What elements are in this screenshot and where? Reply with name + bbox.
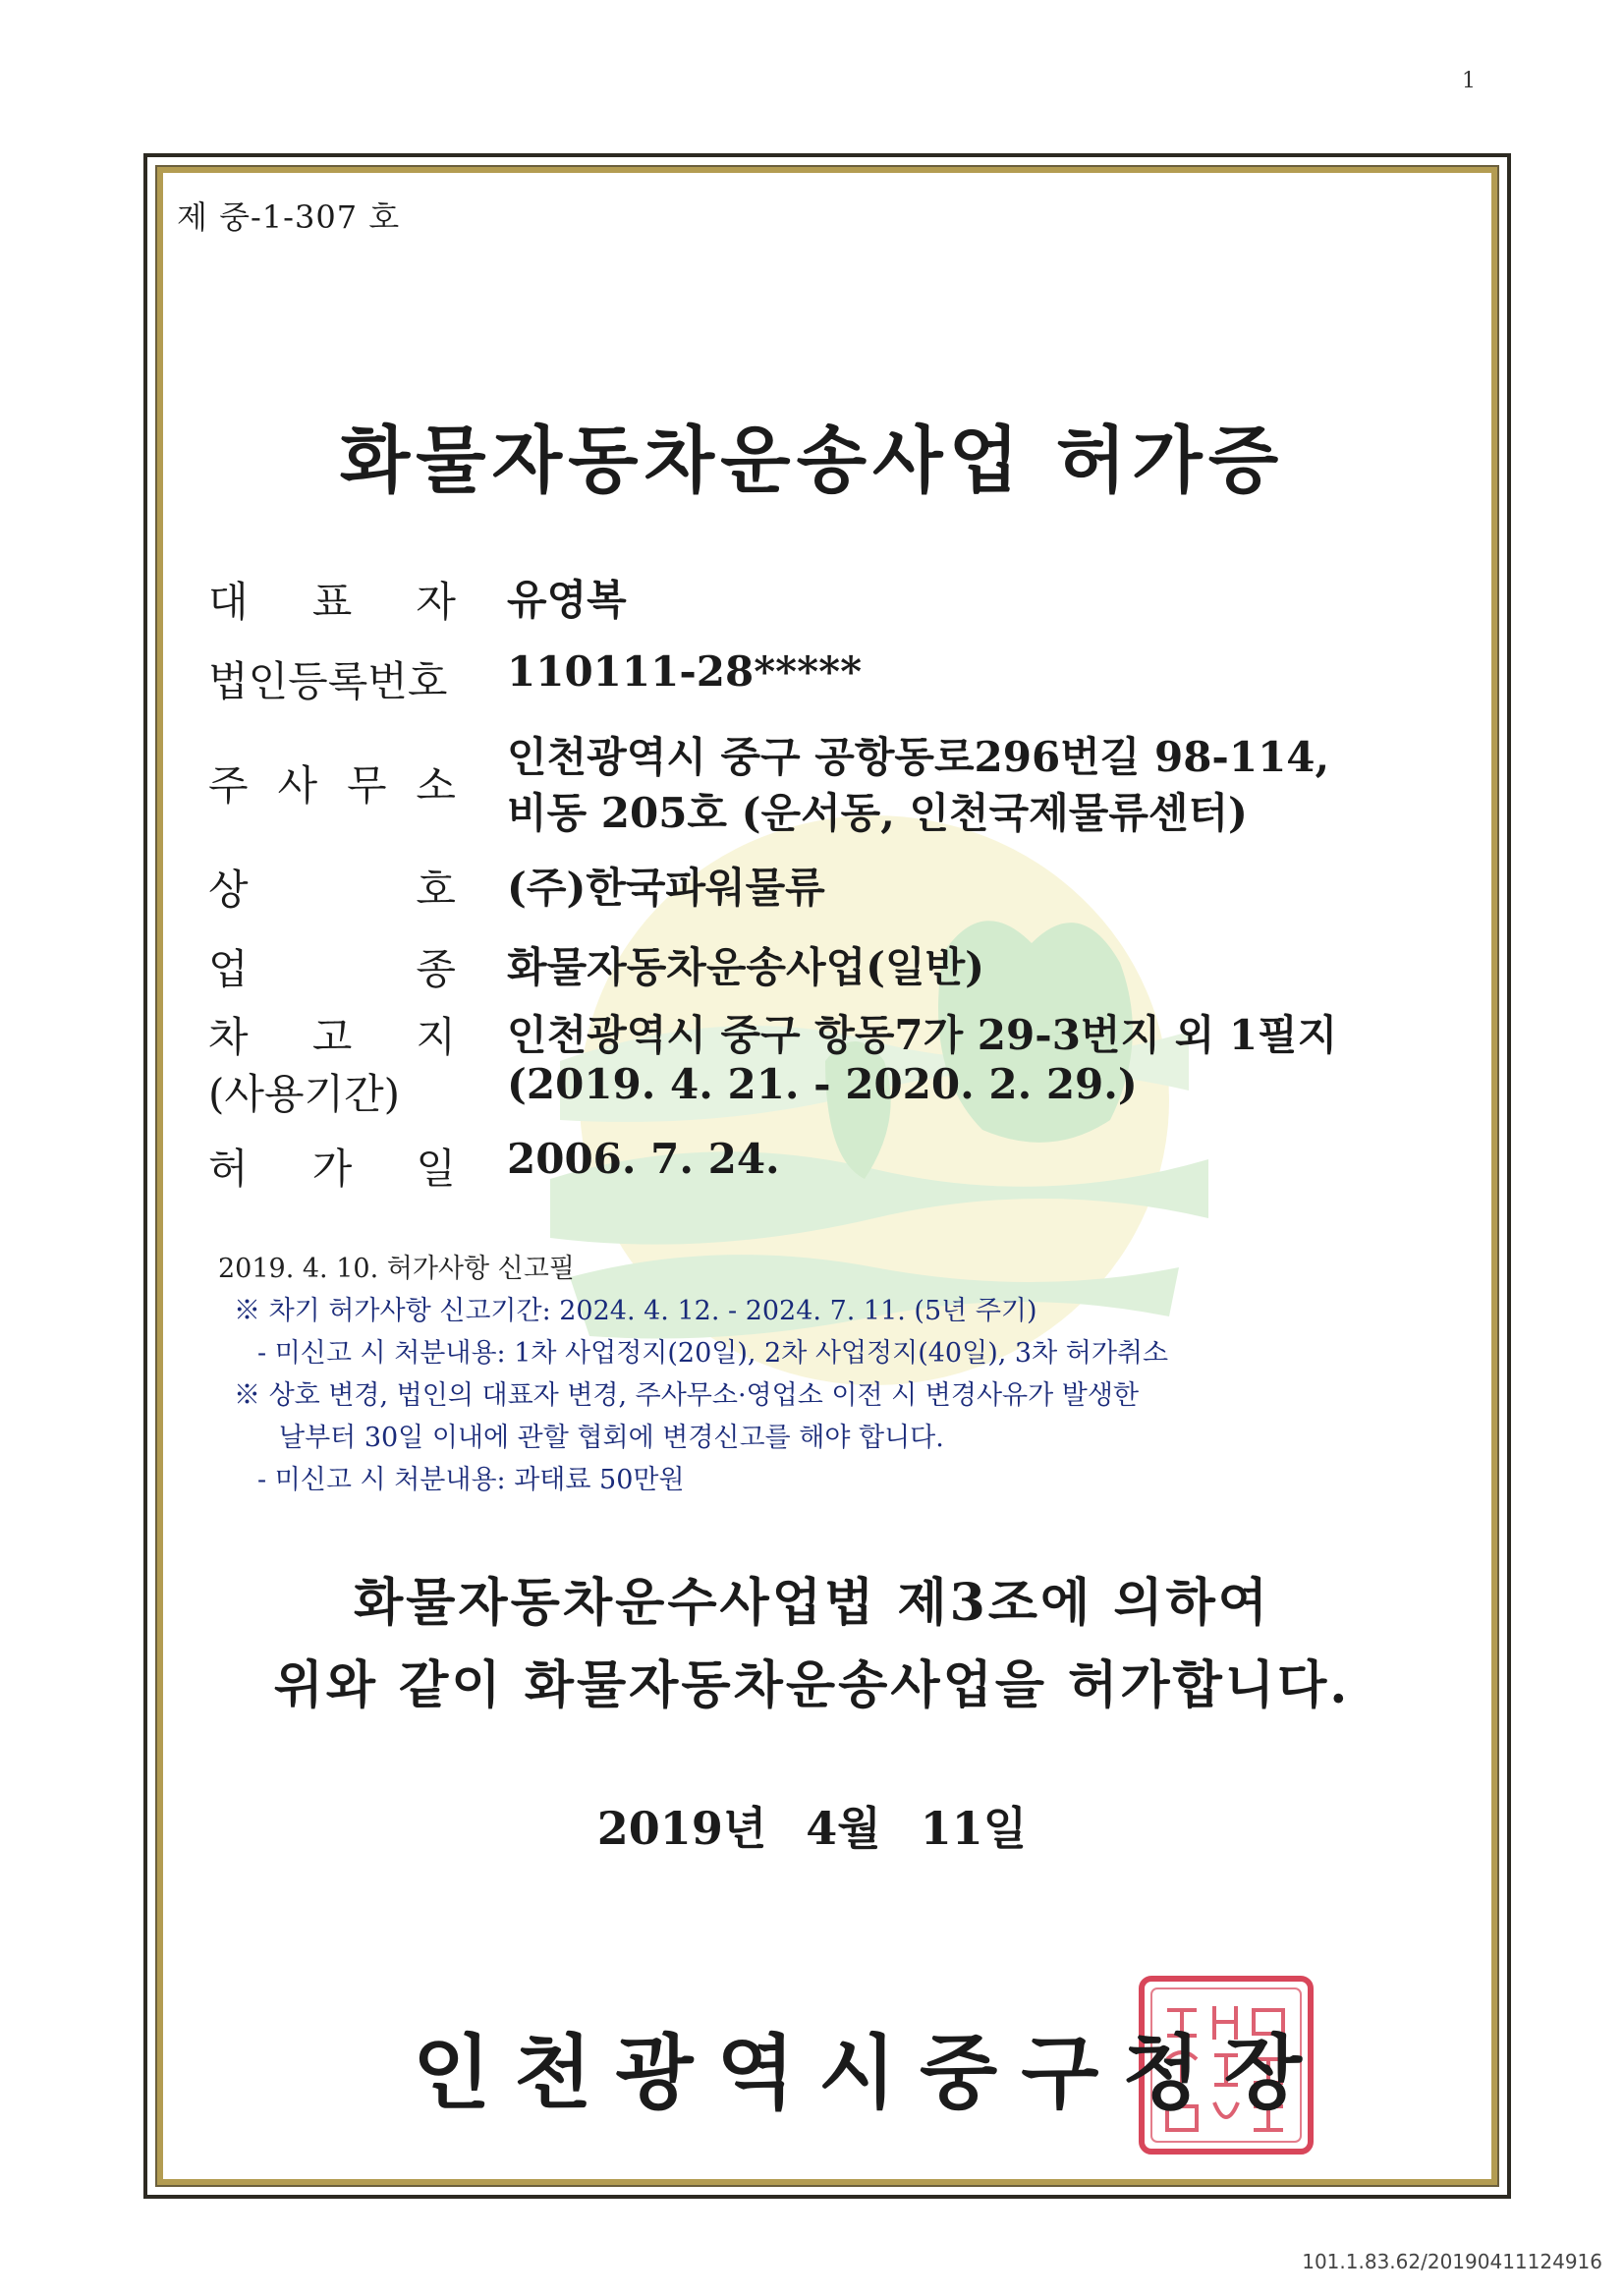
head-office-value-line2: 비동 205호 (운서동, 인천국제물류센터) <box>507 789 1248 837</box>
permit-date-value: 2006. 7. 24. <box>507 1135 780 1183</box>
head-office-value-line1: 인천광역시 중구 공항동로296번길 98-114, <box>507 733 1330 781</box>
trade-name-value: (주)한국파워물류 <box>507 864 825 912</box>
footer-code: 101.1.83.62/20190411124916 <box>1302 2250 1602 2273</box>
garage-label: 차 고 지 <box>208 1013 456 1061</box>
permit-statement <box>0 1562 1624 1727</box>
note-line: ※ 상호 변경, 법인의 대표자 변경, 주사무소·영업소 이전 시 변경사유가 발생한 <box>234 1380 1140 1411</box>
permit-date-label: 허 가 일 <box>208 1145 456 1193</box>
permit-statement-line1: 화물자동차운수사업법 제3조에 의하여 <box>353 1573 1271 1633</box>
business-type-value: 화물자동차운송사업(일반) <box>507 943 985 991</box>
garage-period-label: (사용기간) <box>208 1070 401 1118</box>
representative-value: 유영복 <box>507 576 627 624</box>
business-type-label: 업 종 <box>208 945 456 993</box>
note-line: - 미신고 시 처분내용: 과태료 50만원 <box>257 1465 685 1495</box>
page-number: 1 <box>1462 69 1476 93</box>
note-line: - 미신고 시 처분내용: 1차 사업정지(20일), 2차 사업정지(40일), 3차 허가취소 <box>257 1338 1169 1369</box>
garage-value: 인천광역시 중구 항동7가 29-3번지 외 1필지 <box>507 1011 1338 1059</box>
corp-reg-no-label: 법인등록번호 <box>208 657 448 705</box>
head-office-label: 주 사 무 소 <box>208 761 456 810</box>
permit-statement-line2: 위와 같이 화물자동차운송사업을 허가합니다. <box>273 1655 1351 1715</box>
note-line: ※ 차기 허가사항 신고기간: 2024. 4. 12. - 2024. 7. 11. (5년 주기) <box>234 1296 1037 1326</box>
trade-name-label: 상 호 <box>208 866 456 914</box>
certificate-number: 제 중-1-307 호 <box>177 198 401 236</box>
corp-reg-no-value: 110111-28***** <box>507 647 863 696</box>
garage-period-value: (2019. 4. 21. - 2020. 2. 29.) <box>507 1060 1138 1108</box>
note-line: 날부터 30일 이내에 관할 협회에 변경신고를 해야 합니다. <box>279 1423 944 1453</box>
issue-date: 2019년 4월 11일 <box>596 1802 1028 1855</box>
document-title: 화물자동차운송사업 허가증 <box>339 419 1285 503</box>
notes-block <box>218 1248 1168 1501</box>
issuer-name: 인천광역시중구청장 <box>413 2026 1325 2120</box>
representative-label: 대 표 자 <box>208 578 456 626</box>
note-line: 2019. 4. 10. 허가사항 신고필 <box>218 1254 575 1284</box>
